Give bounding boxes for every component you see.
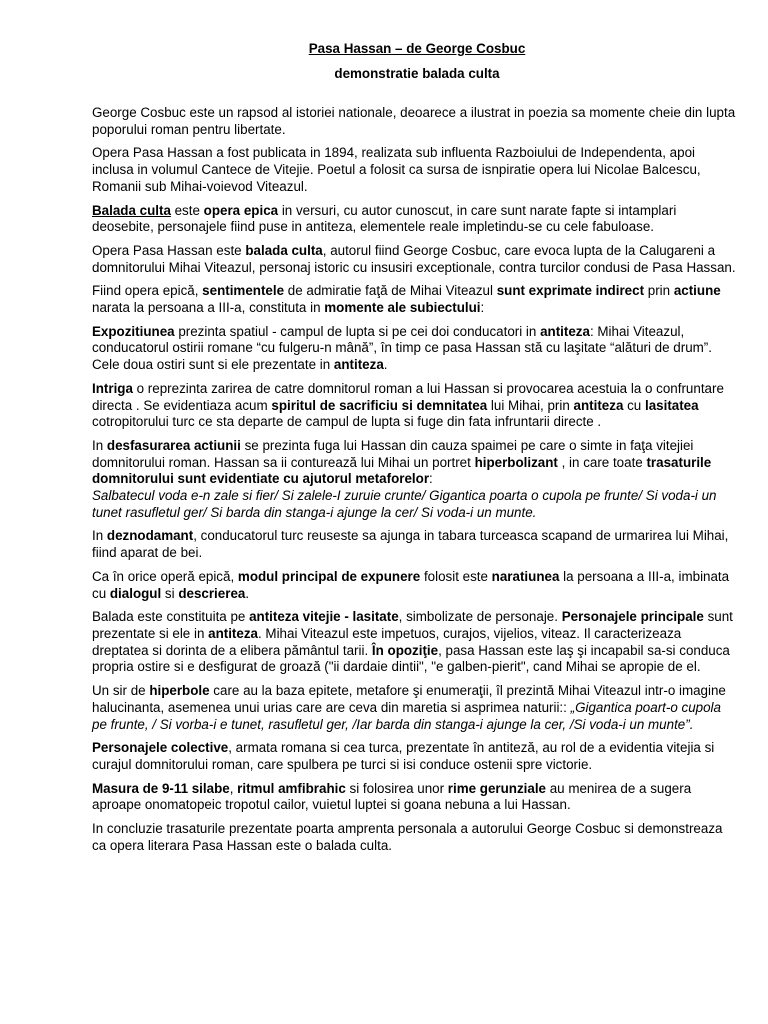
paragraph-deznodamant: In deznodamant, conducatorul turc reuseste sa ajunga in tabara turceasca scapand de urmarirea lui Mihai, fiind aparat de bei. xyxy=(92,528,729,561)
hyperbole-quote: „Gigantica poart-o cupola pe frunte, / Si vorba-i e tunet, rasufletul ger, /Iar barda din stanga-i ajunge la cer, /Si voda-i un munte”. xyxy=(92,699,721,732)
paragraph-epic: Fiind opera epică, sentimentele de admiratie faţă de Mihai Viteazul sunt exprimate indirect prin actiune narata la persoana a III-a, constituta in momente ale subiectului: xyxy=(92,283,721,316)
paragraph-expunere: Ca în orice operă epică, modul principal de expunere folosit este naratiunea la persoana a III-a, imbinata cu dialogul si descrierea. xyxy=(92,568,730,601)
paragraph-publication: Opera Pasa Hassan a fost publicata in 1894, realizata sub influenta Razboiului de Independenta, apoi inclusa in volumul Cantece de Vitejie. Poetul a folosit ca sursa de isnpiratie opera lui Nicolae Balcescu, Romanii sub Mihai-voievod Viteazul. xyxy=(92,145,701,194)
document-subtitle: demonstratie balada culta xyxy=(334,66,500,81)
paragraph-context: Opera Pasa Hassan este balada culta, autorul fiind George Cosbuc, care evoca lupta de la Calugareni a domnitorului Mihai Viteazul, personaj istoric cu insusiri exceptionale, contra turcilor condusi de Pasa Hassan. xyxy=(92,242,736,275)
term-balada-culta: Balada culta xyxy=(92,202,171,218)
paragraph-concluzie: In concluzie trasaturile prezentate poarta amprenta personala a autorului George Cosbuc si demonstreaza ca opera literara Pasa Hassan este o balada culta. xyxy=(92,821,723,853)
paragraph-antiteza: Balada este constituita pe antiteza vitejie - lasitate, simbolizate de personaje. Personajele principale sunt prezentate si ele in antiteza. Mihai Viteazul este impetuos, curajos, vijelios, viteaz. Il caracterizeaza dreptatea si dorinta de a elibera pământul tarii. În opoziţie, pasa Hassan este laş şi incapabil sa-si conduca propria ostire si e desfigurat de groază ("ii dardaie dintii", "e galben-pierit", cand Mihai se apropie de el. xyxy=(92,609,733,675)
paragraph-intro: George Cosbuc este un rapsod al istoriei nationale, deoarece a ilustrat in poezia sa momente cheie din lupta poporului roman pentru libertate. xyxy=(92,105,736,137)
paragraph-expozitiunea: Expozitiunea prezinta spatiul - campul de lupta si pe cei doi conducatori in antiteza: Mihai Viteazul, conducatorul ostirii romane “cu fulgeru-n mână”, în timp ce pasa Hassan stă cu laşitate “alături de drum”. Cele doua ostiri sunt si ele prezentate in antiteza. xyxy=(92,323,712,373)
paragraph-desfasurare: In desfasurarea actiunii se prezinta fuga lui Hassan din cauza spaimei pe care o simte in faţa vitejiei domnitorului roman. Hassan sa ii conturează lui Mihai un portret hiperbolizant , in care toate trasaturile domnitorului sunt evidentiate cu ajutorul metaforelor: Salbatecul voda e-n zale si fier/ Si zalele-I zuruie crunte/ Gigantica poarta o cupola pe frunte/ Si voda-i un tunet rasufletul ger/ Si barda din stanga-i ajunge la cer/ Si voda-i un munte. xyxy=(92,437,717,520)
paragraph-hiperbole: Un sir de hiperbole care au la baza epitete, metafore şi enumeraţii, îl prezintă Mihai Viteazul intr-o imagine halucinanta, asemenea unui urias care are ceva din maretia si asprimea naturii:: „Gigantica poart-o cupola pe frunte, / Si vorba-i e tunet, rasufletul ger, /Iar barda din stanga-i ajunge la cer, /Si voda-i un munte”. xyxy=(92,683,726,732)
paragraph-prozodie: Masura de 9-11 silabe, ritmul amfibrahic si folosirea unor rime gerunziale au menirea de a sugera aproape onomatopeic tropotul cailor, vuietul luptei si goana nebuna a lui Hassan. xyxy=(92,780,692,813)
paragraph-definition: Balada culta este opera epica in versuri, cu autor cunoscut, in care sunt narate fapte si intamplari deosebite, personajele fiind puse in antiteza, elementele reale impletindu-se cu cele fabuloase. xyxy=(92,202,677,235)
paragraph-intriga: Intriga o reprezinta zarirea de catre domnitorul roman a lui Hassan si provocarea acestuia la o confruntare directa . Se evidentiaza acum spiritul de sacrificiu si demnitatea lui Mihai, prin antiteza cu lasitatea cotropitorului turc ce sta departe de campul de lupta si fuge din fata infruntarii directe . xyxy=(92,380,724,430)
verse-quote: Salbatecul voda e-n zale si fier/ Si zalele-I zuruie crunte/ Gigantica poarta o cupola pe frunte/ Si voda-i un tunet rasufletul ger/ Si barda din stanga-i ajunge la cer/ Si voda-i un munte. xyxy=(92,488,717,520)
document-title: Pasa Hassan – de George Cosbuc xyxy=(308,41,526,56)
paragraph-colective: Personajele colective, armata romana si cea turca, prezentate în antiteză, au rol de a evidentia vitejia si curajul domnitorului roman, care spulbera pe turci si isi conduce ostenii spre victorie. xyxy=(92,740,715,772)
